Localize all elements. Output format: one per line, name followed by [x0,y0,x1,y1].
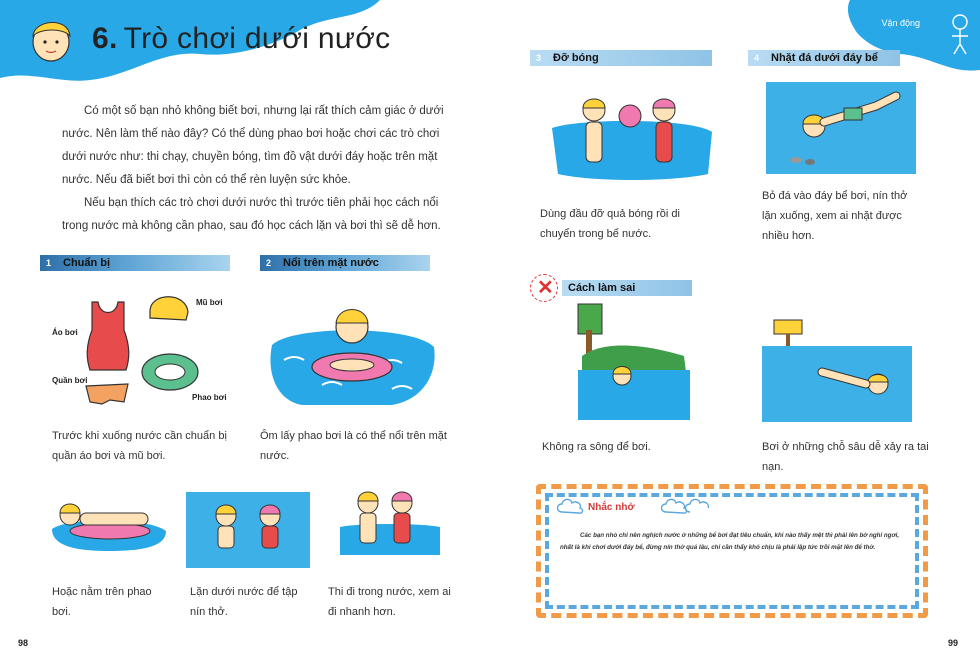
section-3-header: 3 Đỡ bóng [530,50,712,66]
walking-in-water-illustration [330,487,450,563]
header-tab-blob [840,0,980,80]
section-4-header: 4 Nhặt đá dưới đáy bể [748,50,900,66]
label-float-ring: Phao bơi [192,393,227,402]
section-3-caption: Dùng đầu đỡ quả bóng rồi di chuyển trong bể nước. [540,208,680,240]
chapter-number: 6. [92,22,118,55]
diving-kids-illustration [186,492,310,568]
kid-face-icon [28,14,74,64]
chapter-title-text: Trò chơi dưới nước [123,22,391,55]
category-tab-label: Vận động [881,18,920,28]
reminder-title: Nhắc nhở [588,502,635,513]
wrong-x-icon: ✕ [530,274,558,302]
label-swimsuit: Áo bơi [52,328,78,337]
label-cap: Mũ bơi [196,298,223,307]
label-shorts: Quần bơi [52,376,88,385]
lying-on-float-illustration [48,495,170,553]
pick-stones-illustration [766,82,916,174]
section-1-caption: Trước khi xuống nước cần chuẩn bị quần áo bơi và mũ bơi. [52,430,227,462]
intro-paragraph-1: Có một số bạn nhỏ không biết bơi, nhưng lại rất thích cảm giác ở dưới nước. Nên làm thế nào đây? Có thể dùng phao bơi hoặc chơi các trò chơi dưới nước như: thi chạy, chuyền bóng, tìm đồ vật dưới đáy hoặc trên mặt nước. Nếu đã biết bơi thì còn có thể rèn luyện sức khỏe. [62,105,444,186]
caption-dive: Lặn dưới nước để tập nín thở. [190,586,298,618]
chapter-title [92,22,391,56]
caption-walk: Thi đi trong nước, xem ai đi nhanh hơn. [328,586,451,618]
section-2-caption: Ôm lấy phao bơi là có thể nổi trên mặt nước. [260,430,447,462]
cloud-icon [556,496,586,516]
intro-paragraph-2: Nếu bạn thích các trò chơi dưới nước thì trước tiên phải học cách nổi trong nước mà không cần phao, sau đó học cách lặn và bơi thì sẽ dễ hơn. [62,197,441,232]
section-2-header: 2 Nổi trên mặt nước [260,255,430,271]
reminder-text: Các bạn nhỏ chỉ nên nghịch nước ở những bể bơi đạt tiêu chuẩn, khi nào thấy mệt thì phải lên bờ nghỉ ngơi, nhất là khi chơi dưới đáy bể, đừng nín thở quá lâu, chỉ cần thấy khó chịu là phải lập tức trồi mặt lên để thở. [560,532,900,551]
ball-game-illustration [552,88,712,184]
section-4-caption: Bỏ đá vào đáy bể bơi, nín thở lặn xuống, xem ai nhặt được nhiều hơn. [762,190,908,242]
deep-water-illustration [762,316,912,422]
cloud-icon [660,496,710,516]
caption-lie-on-float: Hoặc nằm trên phao bơi. [52,586,152,618]
intro-text [62,100,462,238]
wrong-caption-left: Không ra sông để bơi. [542,441,651,453]
page-number-right: 99 [948,638,959,648]
float-ring-kid-illustration [262,305,442,410]
page-number-left: 98 [18,638,29,648]
wrong-section-header: Cách làm sai [562,280,692,296]
river-swim-illustration [574,300,694,422]
wrong-caption-right: Bơi ở những chỗ sâu dễ xảy ra tai nạn. [762,441,929,473]
section-1-header: 1 Chuẩn bị [40,255,230,271]
